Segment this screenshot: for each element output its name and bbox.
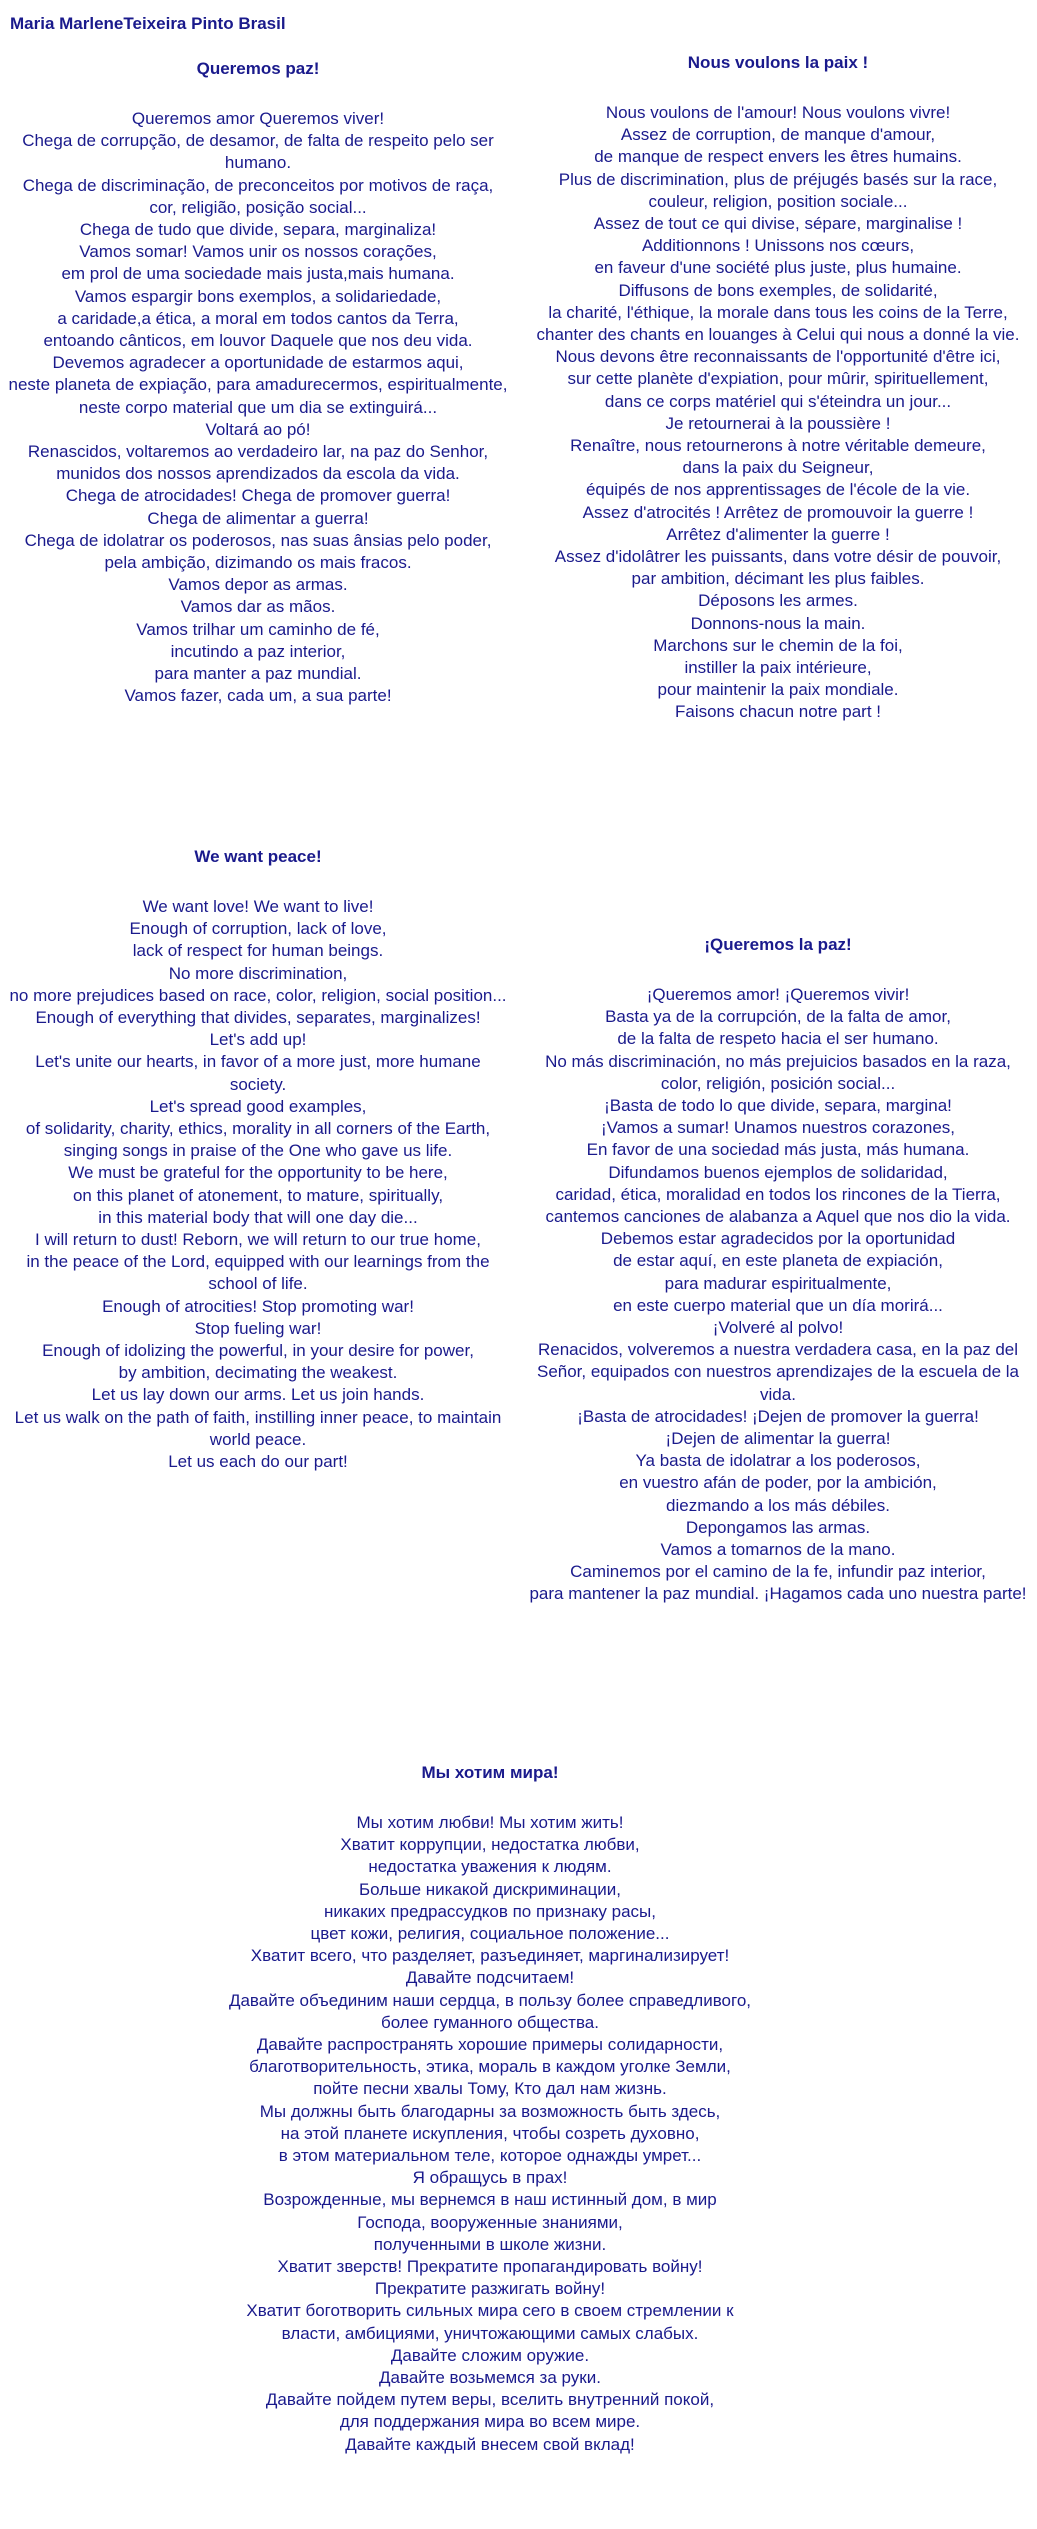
poem-line: более гуманного общества.: [380, 2012, 599, 2032]
poem-line: Хватит боготворить сильных мира сего в своем стремлении к: [246, 2301, 734, 2321]
poem-line: Arrêtez d'alimenter la guerre !: [666, 524, 890, 544]
poem-title: ¡Queremos la paz!: [704, 935, 852, 954]
poem-line: neste planeta de expiação, para amadurecermos, espiritualmente,: [8, 375, 508, 395]
poem-line: Vamos depor as armas.: [168, 575, 348, 595]
poem-line: ¡Vamos a sumar! Unamos nuestros corazones,: [601, 1118, 955, 1138]
poem-line: Хватит всего, что разделяет, разъединяет, маргинализирует!: [250, 1946, 730, 1966]
poem-line: of solidarity, charity, ethics, morality in all corners of the Earth,: [25, 1119, 491, 1139]
poem-title: Мы хотим мира!: [421, 1763, 559, 1782]
poem-english: [8, 846, 508, 1473]
poem-line: Хватит коррупции, недостатка любви,: [340, 1835, 640, 1855]
poem-line: власти, амбициями, уничтожающими самых слабых.: [281, 2323, 699, 2343]
poem-line: благотворительность, этика, мораль в каждом уголке Земли,: [249, 2057, 731, 2077]
poem-line: Enough of atrocities! Stop promoting war!: [102, 1296, 414, 1316]
poem-french: [528, 52, 1028, 724]
poem-line: para mantener la paz mundial. ¡Hagamos cada uno nuestra parte!: [529, 1584, 1027, 1604]
poem-line: Хватит зверств! Прекратите пропагандировать войну!: [277, 2257, 703, 2277]
poem-line: Давайте объединим наши сердца, в пользу более справедливого,: [228, 1990, 752, 2010]
poem-line: sur cette planète d'expiation, pour mûrir, spirituellement,: [567, 369, 989, 389]
poem-line: de manque de respect envers les êtres humains.: [594, 147, 962, 167]
poem-line: Marchons sur le chemin de la foi,: [653, 635, 903, 655]
poem-russian: [180, 1762, 800, 2456]
poem-line: Caminemos por el camino de la fe, infundir paz interior,: [570, 1562, 986, 1582]
poem-line: недостатка уважения к людям.: [368, 1857, 612, 1877]
poem-line: lack of respect for human beings.: [132, 941, 384, 961]
poem-line: ¡Queremos amor! ¡Queremos vivir!: [646, 985, 910, 1004]
poem-line: Let us each do our part!: [168, 1452, 348, 1472]
poem-line: ¡Basta de todo lo que divide, separa, margina!: [604, 1096, 952, 1116]
poem-line: ¡Basta de atrocidades! ¡Dejen de promover la guerra!: [577, 1406, 979, 1426]
poem-line: couleur, religion, position sociale...: [648, 191, 908, 211]
poem-line: Renacidos, volveremos a nuestra verdadera casa, en la paz del Señor, equipados con nuestros aprendizajes de la escuela de la vida.: [536, 1340, 1019, 1404]
poem-line: a caridade,a ética, a moral em todos cantos da Terra,: [57, 308, 459, 328]
poem-line: Я обращусь в прах!: [412, 2168, 568, 2188]
poem-line: Chega de alimentar a guerra!: [147, 508, 369, 528]
poem-line: équipés de nos apprentissages de l'école de la vie.: [585, 480, 971, 500]
poem-line: dans la paix du Seigneur,: [682, 458, 874, 478]
poem-body: [8, 108, 508, 707]
poem-line: Давайте сложим оружие.: [390, 2345, 590, 2365]
poem-body: [8, 896, 508, 1473]
poem-line: par ambition, décimant les plus faibles.: [631, 569, 925, 589]
poem-body: [523, 984, 1033, 1606]
poem-line: Voltará ao pó!: [205, 419, 311, 439]
poem-line: Давайте каждый внесем свой вклад!: [345, 2434, 635, 2454]
poem-line: Let us walk on the path of faith, instilling inner peace, to maintain world peace.: [14, 1407, 502, 1449]
poem-line: caridad, ética, moralidad en todos los rincones de la Tierra,: [555, 1184, 1001, 1204]
poem-line: Assez de tout ce qui divise, sépare, marginalise !: [593, 214, 963, 234]
poem-line: No more discrimination,: [168, 963, 348, 983]
poem-line: Enough of everything that divides, separates, marginalizes!: [35, 1008, 481, 1028]
poem-line: on this planet of atonement, to mature, spiritually,: [72, 1185, 444, 1205]
poem-line: Давайте пойдем путем веры, вселить внутренний покой,: [265, 2390, 715, 2410]
poem-line: Chega de corrupção, de desamor, de falta de respeito pelo ser humano.: [22, 131, 494, 173]
poem-line: никаких предрассудков по признаку расы,: [324, 1901, 656, 1921]
poem-body: [180, 1812, 800, 2456]
poem-line: de la falta de respeto hacia el ser humano.: [617, 1029, 939, 1049]
poem-line: Enough of idolizing the powerful, in your desire for power,: [42, 1341, 474, 1361]
poem-line: Возрожденные, мы вернемся в наш истинный дом, в мир: [263, 2190, 717, 2210]
poem-line: Прекратите разжигать войну!: [374, 2279, 606, 2299]
poem-line: We must be grateful for the opportunity to be here,: [68, 1163, 448, 1183]
poem-line: полученными в школе жизни.: [373, 2234, 607, 2254]
poem-line: color, religión, posición social...: [660, 1073, 896, 1093]
poem-line: ¡Dejen de alimentar la guerra!: [665, 1429, 891, 1449]
poem-line: Depongamos las armas.: [685, 1517, 871, 1537]
poem-line: Vamos a tomarnos de la mano.: [660, 1540, 896, 1560]
poem-line: Faisons chacun notre part !: [674, 702, 881, 722]
poem-line: dans ce corps matériel qui s'éteindra un jour...: [604, 391, 952, 411]
poem-line: Stop fueling war!: [194, 1318, 322, 1338]
poem-line: Nous devons être reconnaissants de l'opportunité d'être ici,: [555, 347, 1001, 367]
poem-line: pour maintenir la paix mondiale.: [657, 680, 899, 700]
poem-line: Chega de discriminação, de preconceitos por motivos de raça,: [22, 175, 494, 195]
poem-line: Господа, вооруженные знаниями,: [357, 2212, 623, 2232]
poem-line: Vamos fazer, cada um, a sua parte!: [124, 686, 392, 706]
poem-line: Let's unite our hearts, in favor of a more just, more humane society.: [35, 1052, 481, 1094]
poem-line: на этой планете искупления, чтобы созреть духовно,: [280, 2123, 700, 2143]
poem-title: Nous voulons la paix !: [687, 53, 869, 72]
poem-line: cantemos canciones de alabanza a Aquel que nos dio la vida.: [545, 1207, 1011, 1227]
poem-line: ¡Volveré al polvo!: [712, 1318, 844, 1338]
poem-line: de estar aquí, en este planeta de expiación,: [613, 1251, 943, 1271]
poem-line: by ambition, decimating the weakest.: [118, 1363, 398, 1383]
poem-line: в этом материальном теле, которое однажды умрет...: [278, 2146, 702, 2166]
poem-line: munidos dos nossos aprendizados da escola da vida.: [56, 464, 460, 484]
poem-line: singing songs in praise of the One who gave us life.: [63, 1141, 453, 1161]
poem-line: in the peace of the Lord, equipped with our learnings from the school of life.: [26, 1252, 490, 1294]
poem-line: Basta ya de la corrupción, de la falta de amor,: [605, 1007, 951, 1027]
poem-line: En favor de una sociedad más justa, más humana.: [586, 1140, 970, 1160]
poem-line: Queremos amor Queremos viver!: [131, 109, 385, 128]
poem-line: Assez d'idolâtrer les puissants, dans votre désir de pouvoir,: [554, 547, 1002, 567]
poem-title: Queremos paz!: [196, 59, 320, 78]
poem-line: Assez de corruption, de manque d'amour,: [620, 125, 936, 145]
poem-line: Nous voulons de l'amour! Nous voulons vivre!: [605, 103, 951, 122]
poem-line: Vamos dar as mãos.: [180, 597, 336, 617]
poem-line: Давайте подсчитаем!: [405, 1968, 575, 1988]
poem-line: Additionnons ! Unissons nos cœurs,: [641, 236, 915, 256]
poem-line: Debemos estar agradecidos por la oportunidad: [600, 1229, 956, 1249]
poem-line: Renascidos, voltaremos ao verdadeiro lar, na paz do Senhor,: [27, 442, 489, 462]
poem-line: Let's add up!: [209, 1030, 307, 1050]
poem-line: Enough of corruption, lack of love,: [129, 919, 387, 939]
poem-title: We want peace!: [194, 847, 322, 866]
poem-line: No más discriminación, no más prejuicios basados en la raza,: [545, 1051, 1011, 1071]
poem-line: Давайте распространять хорошие примеры солидарности,: [256, 2035, 724, 2055]
poem-line: цвет кожи, религия, социальное положение...: [310, 1924, 670, 1944]
poem-line: Let us lay down our arms. Let us join hands.: [91, 1385, 425, 1405]
poem-line: en faveur d'une société plus juste, plus humaine.: [594, 258, 962, 278]
poem-line: Мы должны быть благодарны за возможность быть здесь,: [259, 2101, 721, 2121]
poem-line: We want love! We want to live!: [142, 897, 374, 916]
poem-line: Diffusons de bons exemples, de solidarité,: [618, 280, 938, 300]
poem-line: la charité, l'éthique, la morale dans tous les coins de la Terre,: [548, 302, 1008, 322]
poem-line: diezmando a los más débiles.: [666, 1495, 890, 1515]
poem-line: пойте песни хвалы Тому, Кто дал нам жизнь.: [313, 2079, 667, 2099]
poem-line: chanter des chants en louanges à Celui qui nous a donné la vie.: [536, 325, 1020, 345]
poem-line: no more prejudices based on race, color, religion, social position...: [9, 985, 507, 1005]
poem-line: Vamos trilhar um caminho de fé,: [136, 619, 380, 639]
poem-line: Renaître, nous retournerons à notre véritable demeure,: [570, 436, 986, 456]
poem-line: entoando cânticos, em louvor Daquele que nos deu vida.: [43, 331, 473, 351]
poem-line: Больше никакой дискриминации,: [358, 1879, 622, 1899]
poem-line: Chega de idolatrar os poderosos, nas suas ânsias pelo poder,: [24, 530, 492, 550]
poem-line: Assez d'atrocités ! Arrêtez de promouvoir la guerre !: [582, 502, 974, 522]
poem-line: para manter a paz mundial.: [154, 664, 362, 684]
poem-line: en este cuerpo material que un día morirá...: [613, 1295, 943, 1315]
poem-line: Déposons les armes.: [698, 591, 858, 611]
poem-line: en vuestro afán de poder, por la ambición,: [619, 1473, 937, 1493]
poem-spanish: [523, 934, 1033, 1606]
poem-line: Давайте возьмемся за руки.: [379, 2368, 601, 2388]
poem-line: para madurar espiritualmente,: [664, 1273, 892, 1293]
poem-line: Мы хотим любви! Мы хотим жить!: [356, 1813, 624, 1832]
poem-line: Chega de atrocidades! Chega de promover guerra!: [65, 486, 451, 506]
poem-line: pela ambição, dizimando os mais fracos.: [104, 553, 412, 573]
poem-body: [528, 102, 1028, 724]
poem-line: Plus de discrimination, plus de préjugés basés sur la race,: [558, 169, 998, 189]
poem-line: Vamos somar! Vamos unir os nossos corações,: [79, 242, 437, 262]
poem-line: Ya basta de idolatrar a los poderosos,: [635, 1451, 921, 1471]
poem-line: em prol de uma sociedade mais justa,mais humana.: [61, 264, 455, 284]
poem-line: incutindo a paz interior,: [170, 641, 346, 661]
poem-line: для поддержания мира во всем мире.: [339, 2412, 641, 2432]
poem-line: I will return to dust! Reborn, we will return to our true home,: [35, 1230, 481, 1250]
poem-line: Chega de tudo que divide, separa, marginaliza!: [79, 220, 437, 240]
poem-line: Difundamos buenos ejemplos de solidaridad,: [608, 1162, 948, 1182]
poem-line: Devemos agradecer a oportunidade de estarmos aqui,: [52, 353, 464, 373]
poem-line: cor, religião, posição social...: [149, 197, 367, 217]
poem-line: in this material body that will one day die...: [98, 1207, 418, 1227]
poem-portuguese: [8, 58, 508, 707]
poem-line: neste corpo material que um dia se extinguirá...: [78, 397, 438, 417]
poem-line: Je retournerai à la poussière !: [665, 413, 891, 433]
poem-line: Donnons-nous la main.: [690, 613, 866, 633]
poem-line: Let's spread good examples,: [149, 1096, 367, 1116]
poem-line: instiller la paix intérieure,: [684, 658, 872, 678]
poem-line: Vamos espargir bons exemplos, a solidariedade,: [74, 286, 442, 306]
author-header: Maria MarleneTeixeira Pinto Brasil: [10, 14, 286, 33]
